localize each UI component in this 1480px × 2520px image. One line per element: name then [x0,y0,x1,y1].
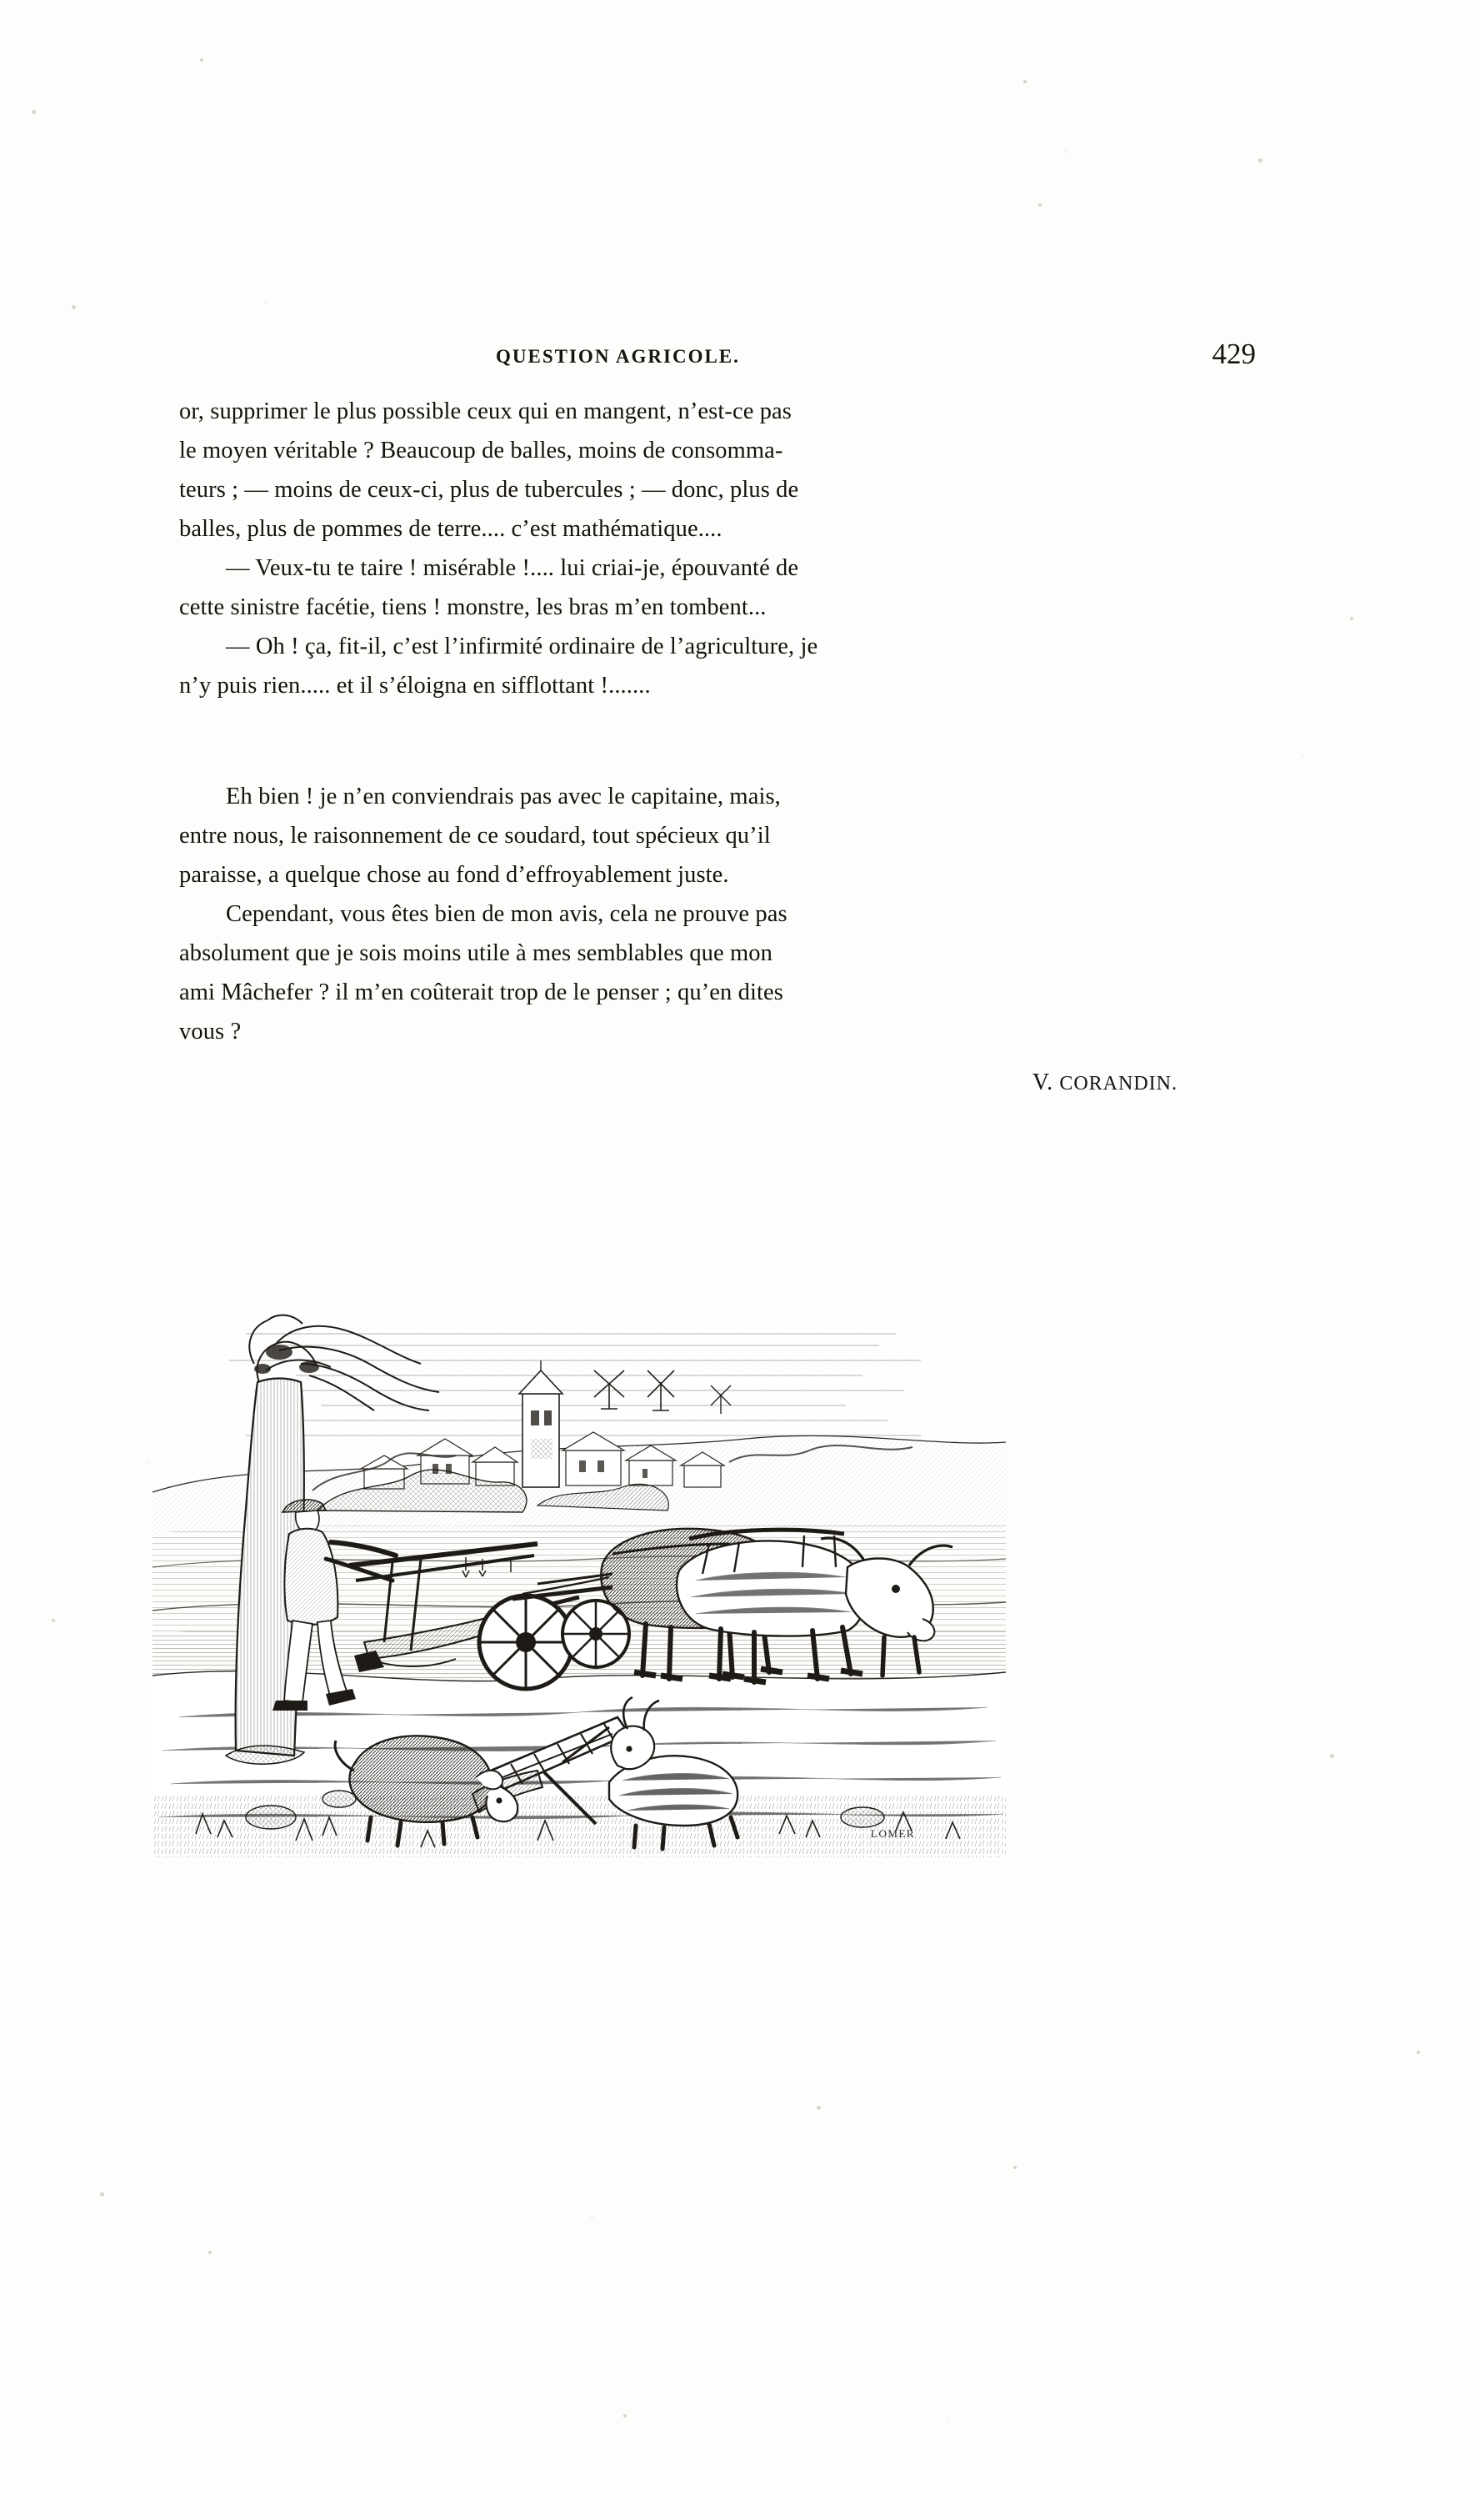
paper-speck [1038,203,1042,207]
paper-speck [200,58,203,62]
body-text [179,392,1304,1096]
paper-speck [1330,1754,1334,1758]
text-line: balles, plus de pommes de terre.... c’est mathématique.... [179,516,722,542]
text-line: or, supprimer le plus possible ceux qui en mangent, n’est-ce pas [179,398,792,424]
paper-speck [623,2414,627,2417]
paper-speck [100,2192,104,2197]
page-number: 429 [1212,338,1256,370]
paper-speck [1350,617,1353,620]
paper-speck [1417,2051,1420,2054]
signature-name: CORANDIN. [1059,1073,1178,1095]
text-line: entre nous, le raisonnement de ce soudard, tout spécieux qu’il [179,823,771,849]
paper-speck [72,305,76,309]
text-line: Cependant, vous êtes bien de mon avis, cela ne prouve pas [226,901,788,927]
text-line: absolument que je sois moins utile à mes semblables que mon [179,940,772,966]
text-line: ami Mâchefer ? il m’en coûterait trop de le penser ; qu’en dites [179,979,783,1005]
paper-speck [32,110,36,114]
paragraph-spacer [179,705,1304,777]
paper-speck [1013,2166,1017,2169]
running-head [179,338,1304,379]
text-line: teurs ; — moins de ceux-ci, plus de tubercules ; — donc, plus de [179,477,799,503]
engraver-signature: LOMER [871,1827,915,1840]
text-line: paraisse, a quelque chose au fond d’effroyablement juste. [179,862,729,888]
signature [179,1070,1304,1096]
paper-speck [52,1619,55,1622]
text-line: cette sinistre facétie, tiens ! monstre, les bras m’en tombent... [179,594,767,620]
figure-engraving [146,1284,1012,1984]
running-head-title: QUESTION AGRICOLE. [496,346,740,367]
signature-initial: V. [1032,1070,1060,1095]
text-line: vous ? [179,1019,242,1045]
engraving-scene [152,1290,1006,1857]
paper-speck [208,2251,212,2254]
paper-speck [817,2106,821,2110]
text-line: — Veux-tu te taire ! misérable !.... lui criai-je, épouvanté de [226,555,799,581]
text-line: Eh bien ! je n’en conviendrais pas avec le capitaine, mais, [226,784,781,809]
text-line: n’y puis rien..... et il s’éloigna en sifflottant !....... [179,673,651,699]
text-line: — Oh ! ça, fit-il, c’est l’infirmité ordinaire de l’agriculture, je [226,634,818,659]
paper-speck [1023,80,1027,83]
paper-speck [1258,158,1262,163]
text-line: le moyen véritable ? Beaucoup de balles, moins de consomma- [179,438,783,463]
engraving-illustration [146,1284,1012,1984]
